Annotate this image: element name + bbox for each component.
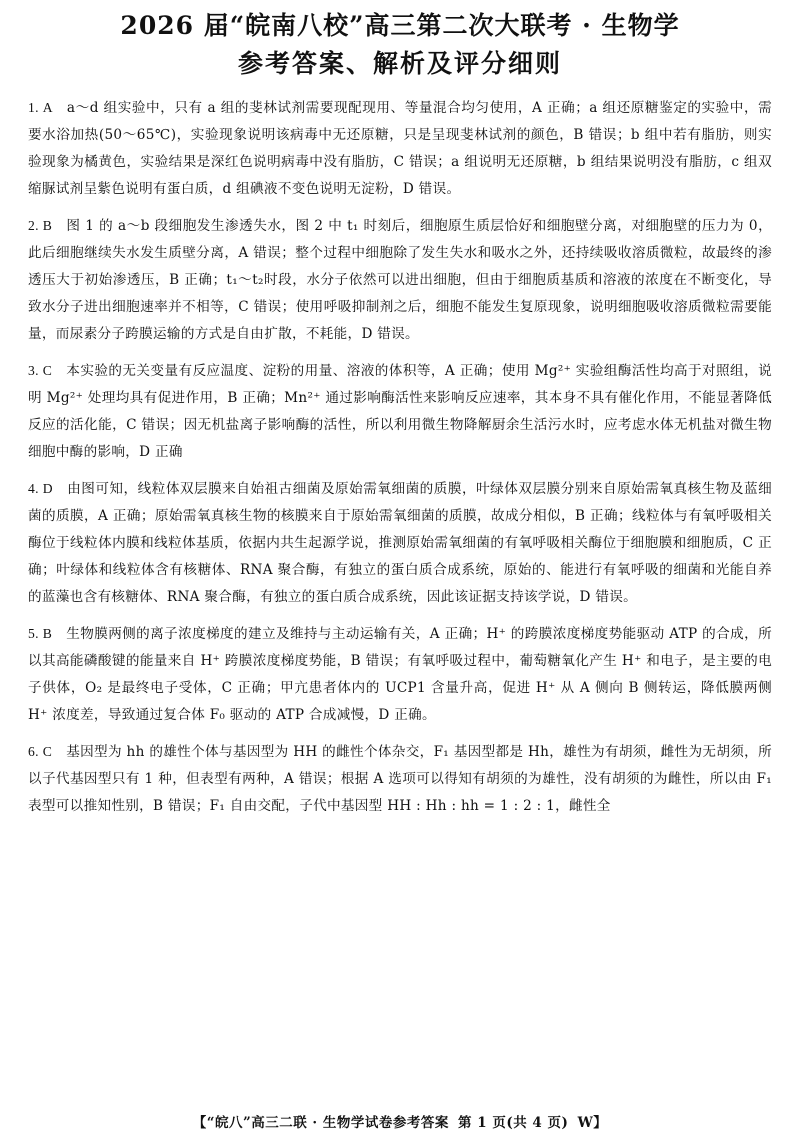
footer-code: W】 xyxy=(577,1115,608,1131)
page-footer xyxy=(0,1111,800,1131)
answer-item-3 xyxy=(28,357,772,466)
answer-item-4 xyxy=(28,475,772,611)
item-answer: D xyxy=(42,481,53,496)
footer-exam-name: 【“皖八”高三二联 · 生物学试卷参考答案 xyxy=(192,1115,449,1131)
item-number: 3. xyxy=(28,363,39,378)
item-explanation: 本实验的无关变量有反应温度、淀粉的用量、溶液的体积等，A 正确；使用 Mg²⁺ 实验组酶活性均高于对照组，说明 Mg²⁺ 处理均具有促进作用，B 正确；Mn²⁺ 通过影响酶活性来影响反应速率，其本身不具有催化作用，不能显著降低反应的活化能，C 错误；因无机盐离子影响酶的活性，所以利用微生物降解厨余生活污水时，应考虑水体无机盐对微生物细胞中酶的影响，D 正确 xyxy=(28,363,772,460)
page-title: 2026 届“皖南八校”高三第二次大联考 · 生物学 xyxy=(120,11,680,40)
item-number: 4. xyxy=(28,481,39,496)
answer-list xyxy=(28,94,772,820)
item-answer: B xyxy=(42,626,53,641)
footer-page-number: 第 1 页(共 4 页) xyxy=(458,1115,569,1131)
answer-item-1 xyxy=(28,94,772,203)
item-number: 5. xyxy=(28,626,39,641)
page-subtitle: 参考答案、解析及评分细则 xyxy=(237,49,562,78)
item-number: 1. xyxy=(28,100,39,115)
item-explanation: 生物膜两侧的离子浓度梯度的建立及维持与主动运输有关，A 正确；H⁺ 的跨膜浓度梯度势能驱动 ATP 的合成，所以其高能磷酸键的能量来自 H⁺ 跨膜浓度梯度势能，B 错误；有氧呼吸过程中，葡萄糖氧化产生 H⁺ 和电子，是主要的电子供体，O₂ 是最终电子受体，C 正确；甲亢患者体内的 UCP1 含量升高，促进 H⁺ 从 A 侧向 B 侧转运，降低膜两侧 H⁺ 浓度差，导致通过复合体 F₀ 驱动的 ATP 合成减慢，D 正确。 xyxy=(28,626,772,723)
item-explanation: 基因型为 hh 的雄性个体与基因型为 HH 的雌性个体杂交，F₁ 基因型都是 Hh，雄性为有胡须，雌性为无胡须，所以子代基因型只有 1 种，但表型有两种，A 错误；根据 A 选项可以得知有胡须的为雄性，没有胡须的为雌性，所以由 F₁ 表型可以推知性别，B 错误；F₁ 自由交配，子代中基因型 HH : Hh : hh = 1 : 2 : 1，雌性全 xyxy=(28,744,772,814)
item-number: 2. xyxy=(28,218,39,233)
item-answer: C xyxy=(42,363,53,378)
answer-item-6 xyxy=(28,738,772,820)
answer-item-5 xyxy=(28,620,772,729)
item-number: 6. xyxy=(28,744,39,759)
answer-item-2 xyxy=(28,212,772,348)
item-answer: B xyxy=(42,218,53,233)
item-answer: A xyxy=(42,100,53,115)
item-answer: C xyxy=(42,744,53,759)
item-explanation: 由图可知，线粒体双层膜来自始祖古细菌及原始需氧细菌的质膜，叶绿体双层膜分别来自原始需氧真核生物及蓝细菌的质膜，A 正确；原始需氧真核生物的核膜来自于原始需氧细菌的质膜，故成分相似，B 正确；线粒体与有氧呼吸相关酶位于线粒体内膜和线粒体基质，依据内共生起源学说，推测原始需氧细菌的有氧呼吸相关酶位于细胞膜和细胞质，C 正确；叶绿体和线粒体含有核糖体、RNA 聚合酶，有独立的蛋白质合成系统，原始的、能进行有氧呼吸的细菌和光能自养的蓝藻也含有核糖体、RNA 聚合酶，有独立的蛋白质合成系统，因此该证据支持该学说，D 错误。 xyxy=(28,481,772,605)
item-explanation: a～d 组实验中，只有 a 组的斐林试剂需要现配现用、等量混合均匀使用，A 正确；a 组还原糖鉴定的实验中，需要水浴加热(50～65℃)，实验现象说明该病毒中无还原糖，只是呈现斐林试剂的颜色，B 错误；b 组中若有脂肪，则实验现象为橘黄色，实验结果是深红色说明病毒中没有脂肪，C 错误；a 组说明无还原糖，b 组结果说明没有脂肪，c 组双缩脲试剂呈紫色说明有蛋白质，d 组碘液不变色说明无淀粉，D 错误。 xyxy=(28,100,772,197)
item-explanation: 图 1 的 a～b 段细胞发生渗透失水，图 2 中 t₁ 时刻后，细胞原生质层恰好和细胞壁分离，对细胞壁的压力为 0，此后细胞继续失水发生质壁分离，A 错误；整个过程中细胞除了发生失水和吸水之外，还持续吸收溶质微粒，故最终的渗透压大于初始渗透压，B 正确；t₁～t₂时段，水分子依然可以进出细胞，但由于细胞质基质和溶液的浓度在不断变化，导致水分子进出细胞速率并不相等，C 错误；使用呼吸抑制剂之后，细胞不能发生复原现象，说明细胞吸收溶质微粒需要能量，而尿素分子跨膜运输的方式是自由扩散，不耗能，D 错误。 xyxy=(28,218,772,342)
